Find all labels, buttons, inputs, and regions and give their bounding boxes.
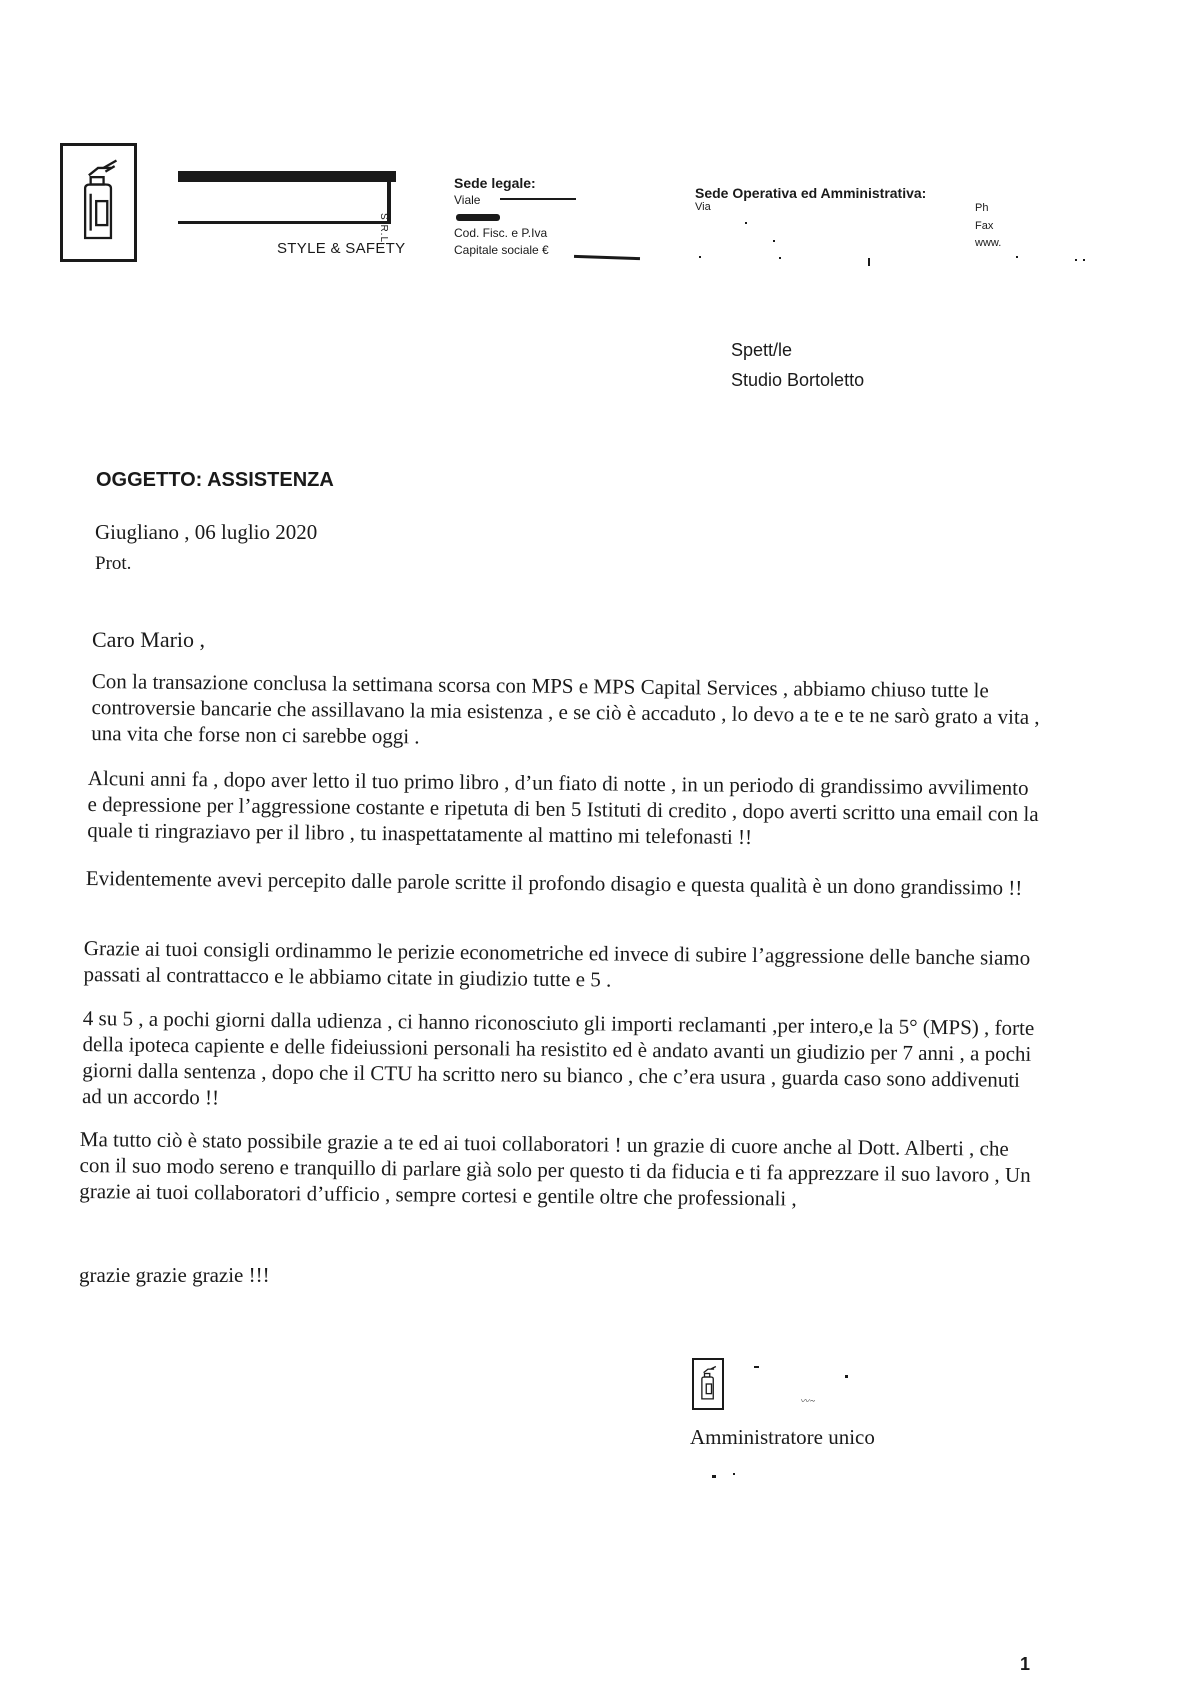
company-logo-fire-extinguisher-icon — [60, 143, 137, 262]
body-paragraph-1: Con la transazione conclusa la settimana scorsa con MPS e MPS Capital Services , abbiamo chiuso tutte le controversie bancarie che assillavano la mia esistenza , e se ciò è accaduto , lo devo a te e te ne sarò grato a vita , una vita che forse non ci sarebbe oggi . — [91, 668, 1040, 749]
company-form-label: S.R.L — [378, 213, 389, 244]
signature-stamp-fire-extinguisher-icon — [692, 1358, 724, 1410]
fire-extinguisher-icon — [694, 1360, 722, 1408]
scan-speck — [1075, 259, 1077, 261]
place-and-date: Giugliano , 06 luglio 2020 — [95, 520, 318, 544]
scan-speck — [845, 1375, 848, 1378]
addressee-line-2: Studio Bortoletto — [731, 370, 865, 390]
redaction-line — [500, 198, 576, 200]
scan-speck — [754, 1366, 759, 1368]
body-paragraph-2: Alcuni anni fa , dopo aver letto il tuo primo libro , d’un fiato di notte , in un periodo di grandissimo avvilimento e depressione per l’aggressione costante e ripetuta di ben 5 Istituti di credito , dopo averti scritto una email con la quale ti ringraziavo per il libro , tu inaspettatamente al mattino mi telefonasti !! — [87, 765, 1039, 849]
body-paragraph-4: Grazie ai tuoi consigli ordinammo le perizie econometriche ed invece di subire l’aggressione delle banche siamo passati al contrattacco e le abbiamo citate in giudizio tutte e 5 . — [83, 935, 1031, 992]
redaction-line — [574, 255, 640, 260]
handwritten-signature: 〰︎~ — [800, 1396, 816, 1406]
web-label: www. — [975, 237, 1002, 249]
greeting: Caro Mario , — [92, 627, 206, 652]
subject-line: OGGETTO: ASSISTENZA — [96, 469, 334, 491]
fax-label: Fax — [975, 220, 994, 232]
closing-line: grazie grazie grazie !!! — [79, 1263, 270, 1287]
phone-label: Ph — [975, 202, 989, 214]
protocol-label: Prot. — [95, 553, 132, 574]
body-paragraph-3: Evidentemente avevi percepito dalle parole scritte il profondo disagio e questa qualità è un dono grandissimo !! — [85, 865, 1023, 900]
scan-speck — [779, 257, 781, 259]
body-paragraph-5: 4 su 5 , a pochi giorni dalla udienza , ci hanno riconosciuto gli importi reclamanti ,per intero,e la 5° (MPS) , forte della ipoteca capiente e delle fideiussioni personali ha resistito ed è andato avanti un giudizio per 7 anni , a pochi giorni dalla sentenza , dopo che il CTU ha scritto nero su bianco , che c’era usura , guarda caso sono addivenuti ad un accordo !! — [81, 1005, 1035, 1110]
legal-office-title: Sede legale: — [454, 175, 536, 191]
redacted-company-name — [178, 171, 396, 182]
scan-speck — [868, 258, 870, 266]
scan-speck — [1016, 256, 1018, 258]
operative-office-title: Sede Operativa ed Amministrativa: — [695, 185, 927, 201]
legal-office-tax-code: Cod. Fisc. e P.Iva — [454, 226, 548, 240]
scan-speck — [699, 256, 701, 258]
signatory-role: Amministratore unico — [690, 1425, 875, 1449]
scan-speck — [733, 1473, 735, 1475]
addressee-line-1: Spett/le — [731, 340, 793, 360]
legal-office-street: Viale — [454, 193, 481, 207]
redaction-smudge — [456, 214, 500, 221]
scan-speck — [773, 240, 775, 242]
body-paragraph-6: Ma tutto ciò è stato possibile grazie a te ed ai tuoi collaboratori ! un grazie di cuore anche al Dott. Alberti , che con il suo modo sereno e tranquillo di parlare già solo per questo ti da fiducia e ti fa apprezzare il suo lavoro , Un grazie ai tuoi collaboratori d’ufficio , sempre cortesi e gentile oltre che professionali , — [79, 1127, 1031, 1211]
scan-speck — [745, 222, 747, 224]
brand-name: STYLE & SAFETY — [277, 240, 406, 257]
legal-office-capital: Capitale sociale € — [454, 243, 549, 257]
fire-extinguisher-icon — [63, 146, 134, 259]
redaction-underline — [178, 221, 390, 224]
scan-speck — [1083, 259, 1085, 261]
operative-office-street: Via — [695, 201, 711, 213]
scan-speck — [712, 1475, 716, 1478]
page-number: 1 — [1020, 1654, 1031, 1674]
